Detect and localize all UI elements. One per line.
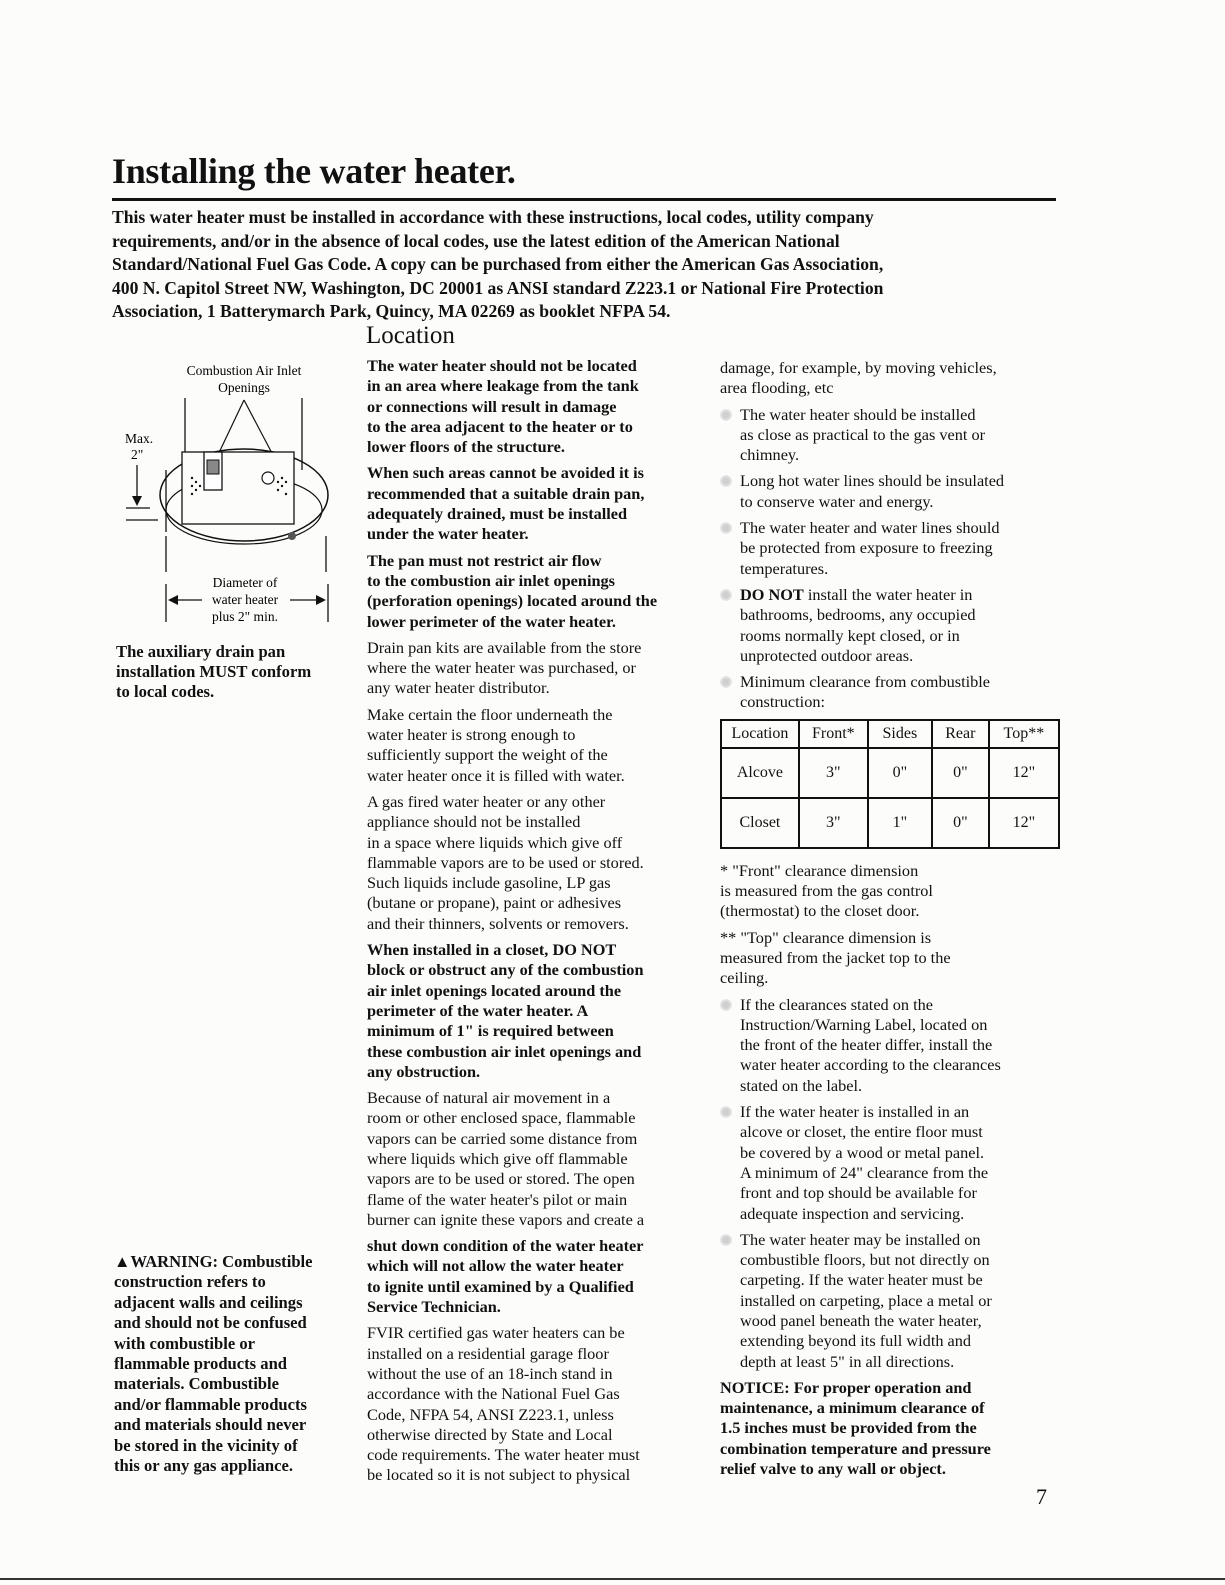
bullet-icon [720,409,732,421]
location-paragraph [367,792,707,934]
bullet-item [720,672,1060,713]
text-line: recommended that a suitable drain pan, [367,483,645,503]
text-line: carpeting. If the water heater must be [740,1270,983,1290]
drain-pan-note-line: installation MUST conform [116,662,312,681]
max-label-line1: Max. [125,431,154,446]
text-line: these combustion air inlet openings and [367,1041,642,1061]
text-line: otherwise directed by State and Local [367,1424,613,1444]
text-line: lower perimeter of the water heater. [367,611,616,631]
bullet-icon [720,475,732,487]
location-column-right [720,358,1060,1485]
bullet-item [720,995,1060,1096]
text-line: * "Front" clearance dimension [720,860,919,880]
intro-line: Association, 1 Batterymarch Park, Quincy, MA 02269 as booklet NFPA 54. [112,301,671,322]
text-line: construction: [740,692,826,712]
text-line: to the combustion air inlet openings [367,570,616,590]
warning-line: construction refers to [114,1272,266,1292]
drain-pan-note [116,642,356,702]
text-line: be covered by a wood or metal panel. [740,1142,985,1162]
text-line: and their thinners, solvents or removers. [367,913,629,933]
bullet-icon [720,1234,732,1246]
warning-line: adjacent walls and ceilings [114,1292,303,1312]
table-header-top: Top** [989,720,1059,748]
text-line: When such areas cannot be avoided it is [367,463,644,483]
title-rule [112,198,1056,201]
table-header-rear: Rear [932,720,989,748]
notice-paragraph [720,1378,1060,1479]
page-title: Installing the water heater. [112,151,516,191]
diameter-label-line1: Diameter of [212,575,278,590]
text-line: be located so it is not subject to physical [367,1465,631,1485]
text-line: The water heater should be installed [740,404,976,424]
text-line: without the use of an 18-inch stand in [367,1363,613,1383]
text-line: (butane or propane), paint or adhesives [367,893,622,913]
text-line: Instruction/Warning Label, located on [740,1014,988,1034]
intro-line: This water heater must be installed in accordance with these instructions, local codes, utility company [112,207,874,227]
warning-line: flammable products and [114,1354,288,1374]
text-line: extending beyond its full width and [740,1331,972,1351]
text-line: be protected from exposure to freezing [740,538,993,558]
text-line: combination temperature and pressure [720,1438,991,1458]
warning-line: with combustible or [114,1333,256,1353]
table-header-row [721,720,1059,748]
bullet-list-bottom [720,995,1060,1372]
text-line: bathrooms, bedrooms, any occupied [740,605,976,625]
warning-line: this or any gas appliance. [114,1456,294,1476]
warning-line-text: WARNING: Combustible [130,1252,313,1271]
text-line: unprotected outdoor areas. [740,645,914,665]
text-line: flammable vapors are to be used or stored. [367,852,644,872]
warning-triangle-icon: ▲ [114,1252,131,1271]
text-line: block or obstruct any of the combustion [367,960,644,980]
warning-line [114,1252,354,1272]
text-line: installed on carpeting, place a metal or [740,1290,992,1310]
text-line: Long hot water lines should be insulated [740,471,1005,491]
bullet-item [720,1102,1060,1224]
table-cell: 0" [932,748,989,798]
bullet-item [720,518,1060,579]
table-cell: 3" [799,748,868,798]
text-line: A gas fired water heater or any other [367,791,606,811]
text-line: in a space where liquids which give off [367,832,623,852]
text-line: Drain pan kits are available from the store [367,637,642,657]
drain-pan-illustration [112,360,352,640]
warning-line: and should not be confused [114,1313,307,1333]
table-cell: 12" [989,748,1059,798]
clearance-table [720,719,1060,849]
location-paragraph [367,551,707,632]
location-paragraph [367,1236,707,1317]
table-row [721,748,1059,798]
text-line: Such liquids include gasoline, LP gas [367,873,611,893]
bullet-icon [720,522,732,534]
inlet-label-line1: Combustion Air Inlet [186,363,302,378]
text-line: water heater is strong enough to [367,725,576,745]
text-line [740,585,1060,605]
page-number: 7 [1036,1484,1047,1509]
location-paragraph [367,1088,707,1230]
text-line: the front of the heater differ, install the [740,1035,993,1055]
text-line: wood panel beneath the water heater, [740,1310,982,1330]
text-line: sufficiently support the weight of the [367,745,608,765]
text-line: Minimum clearance from combustible [740,672,991,692]
text-line: in an area where leakage from the tank [367,376,639,396]
continuation-paragraph [720,358,1060,399]
text-line: under the water heater. [367,524,529,544]
text-line: FVIR certified gas water heaters can be [367,1323,625,1343]
text-line: where liquids which give off flammable [367,1148,628,1168]
bullet-item [720,1230,1060,1372]
text-line: minimum of 1" is required between [367,1021,614,1041]
text-line: area flooding, etc [720,378,834,398]
table-cell: 0" [868,748,932,798]
table-cell: 0" [932,798,989,848]
text-line: adequate inspection and servicing. [740,1203,965,1223]
intro-paragraph [112,206,1062,324]
text-line: rooms normally kept closed, or in [740,625,960,645]
text-line: installed on a residential garage floor [367,1343,609,1363]
table-cell: 3" [799,798,868,848]
diameter-label-line3: plus 2" min. [212,609,278,624]
text-line: measured from the jacket top to the [720,947,951,967]
table-cell: 1" [868,798,932,848]
text-line: The water heater should not be located [367,356,637,375]
table-header-sides: Sides [868,720,932,748]
table-row [721,798,1059,848]
location-paragraph [367,705,707,786]
text-line: maintenance, a minimum clearance of [720,1398,985,1418]
text-line: ** "Top" clearance dimension is [720,927,932,947]
text-line: 1.5 inches must be provided from the [720,1418,977,1438]
text-line: alcove or closet, the entire floor must [740,1122,983,1142]
drain-pan-diagram [112,360,352,640]
bullet-item [720,585,1060,666]
location-paragraph [367,940,707,1082]
bullet-icon [720,589,732,601]
bullet-icon [720,1106,732,1118]
location-paragraph [367,356,707,457]
text-line: ceiling. [720,968,769,988]
location-paragraph [367,638,707,699]
table-cell: 12" [989,798,1059,848]
text-line: appliance should not be installed [367,812,581,832]
intro-line: 400 N. Capitol Street NW, Washington, DC 20001 as ANSI standard Z223.1 or National Fire Protection [112,277,884,298]
max-label-line2: 2" [131,447,144,462]
text-line: as close as practical to the gas vent or [740,424,986,444]
location-paragraph [367,1323,707,1485]
intro-line: Standard/National Fuel Gas Code. A copy can be purchased from either the American Gas Association, [112,254,884,275]
text-line: or connections will result in damage [367,396,617,416]
text-line: If the clearances stated on the [740,994,934,1014]
bullet-list-top [720,405,1060,713]
diameter-label-line2: water heater [211,592,279,607]
text-line: temperatures. [740,558,829,578]
footnote-top [720,928,1060,989]
text-line: code requirements. The water heater must [367,1445,640,1465]
bullet-item [720,471,1060,512]
text-line: burner can ignite these vapors and create a [367,1209,645,1229]
bullet-text: install the water heater in [803,584,973,604]
bullet-item [720,405,1060,466]
bottom-rule [0,1578,1225,1580]
drain-pan-note-line: The auxiliary drain pan [116,642,286,661]
text-line: Because of natural air movement in a [367,1088,611,1108]
text-line: stated on the label. [740,1075,863,1095]
bullet-lead: DO NOT [740,584,804,604]
text-line: If the water heater is installed in an [740,1102,970,1122]
text-line: to ignite until examined by a Qualified [367,1276,634,1296]
text-line: flame of the water heater's pilot or main [367,1189,628,1209]
text-line: relief valve to any wall or object. [720,1459,946,1479]
table-header-location: Location [721,720,799,748]
table-header-front: Front* [799,720,868,748]
text-line: A minimum of 24" clearance from the [740,1162,989,1182]
text-line: chimney. [740,445,800,465]
text-line: which will not allow the water heater [367,1256,624,1276]
warning-line: and materials should never [114,1415,307,1435]
text-line: air inlet openings located around the [367,980,622,1000]
text-line: water heater once it is filled with water. [367,765,625,785]
text-line: vapors can be carried some distance from [367,1128,638,1148]
text-line: front and top should be available for [740,1183,977,1203]
text-line: shut down condition of the water heater [367,1236,644,1256]
location-paragraph [367,463,707,544]
text-line: any obstruction. [367,1061,481,1081]
text-line: Make certain the floor underneath the [367,704,613,724]
table-cell: Alcove [721,748,799,798]
text-line: to conserve water and energy. [740,491,934,511]
warning-line: and/or flammable products [114,1394,307,1414]
text-line: The water heater may be installed on [740,1229,981,1249]
text-line: to the area adjacent to the heater or to [367,416,633,436]
text-line: (thermostat) to the closet door. [720,901,920,921]
text-line: damage, for example, by moving vehicles, [720,358,997,377]
drain-pan-note-line: to local codes. [116,682,215,701]
text-line: depth at least 5" in all directions. [740,1351,955,1371]
text-line: When installed in a closet, DO NOT [367,940,617,960]
text-line: room or other enclosed space, flammable [367,1108,636,1128]
footnote-front [720,861,1060,922]
combustible-warning [114,1252,354,1476]
section-heading-location: Location [366,322,455,349]
text-line: The pan must not restrict air flow [367,550,602,570]
text-line: NOTICE: For proper operation and [720,1377,972,1397]
intro-line: requirements, and/or in the absence of local codes, use the latest edition of the American National [112,230,840,251]
text-line: The water heater and water lines should [740,518,1000,538]
text-line: Service Technician. [367,1297,501,1317]
text-line: adequately drained, must be installed [367,504,628,524]
warning-line: materials. Combustible [114,1374,280,1394]
table-cell: Closet [721,798,799,848]
warning-line: be stored in the vicinity of [114,1435,298,1455]
text-line: lower floors of the structure. [367,437,565,457]
text-line: perimeter of the water heater. A [367,1000,589,1020]
bullet-icon [720,999,732,1011]
text-line: is measured from the gas control [720,881,933,901]
text-line: Code, NFPA 54, ANSI Z223.1, unless [367,1404,614,1424]
location-column-middle [367,356,707,1492]
text-line: any water heater distributor. [367,678,550,698]
text-line: (perforation openings) located around the [367,591,658,611]
text-line: water heater according to the clearances [740,1055,1001,1075]
text-line: accordance with the National Fuel Gas [367,1384,620,1404]
text-line: vapors are to be used or stored. The open [367,1169,635,1189]
text-line: where the water heater was purchased, or [367,658,636,678]
bullet-icon [720,676,732,688]
text-line: combustible floors, but not directly on [740,1250,990,1270]
inlet-label-line2: Openings [218,380,270,395]
